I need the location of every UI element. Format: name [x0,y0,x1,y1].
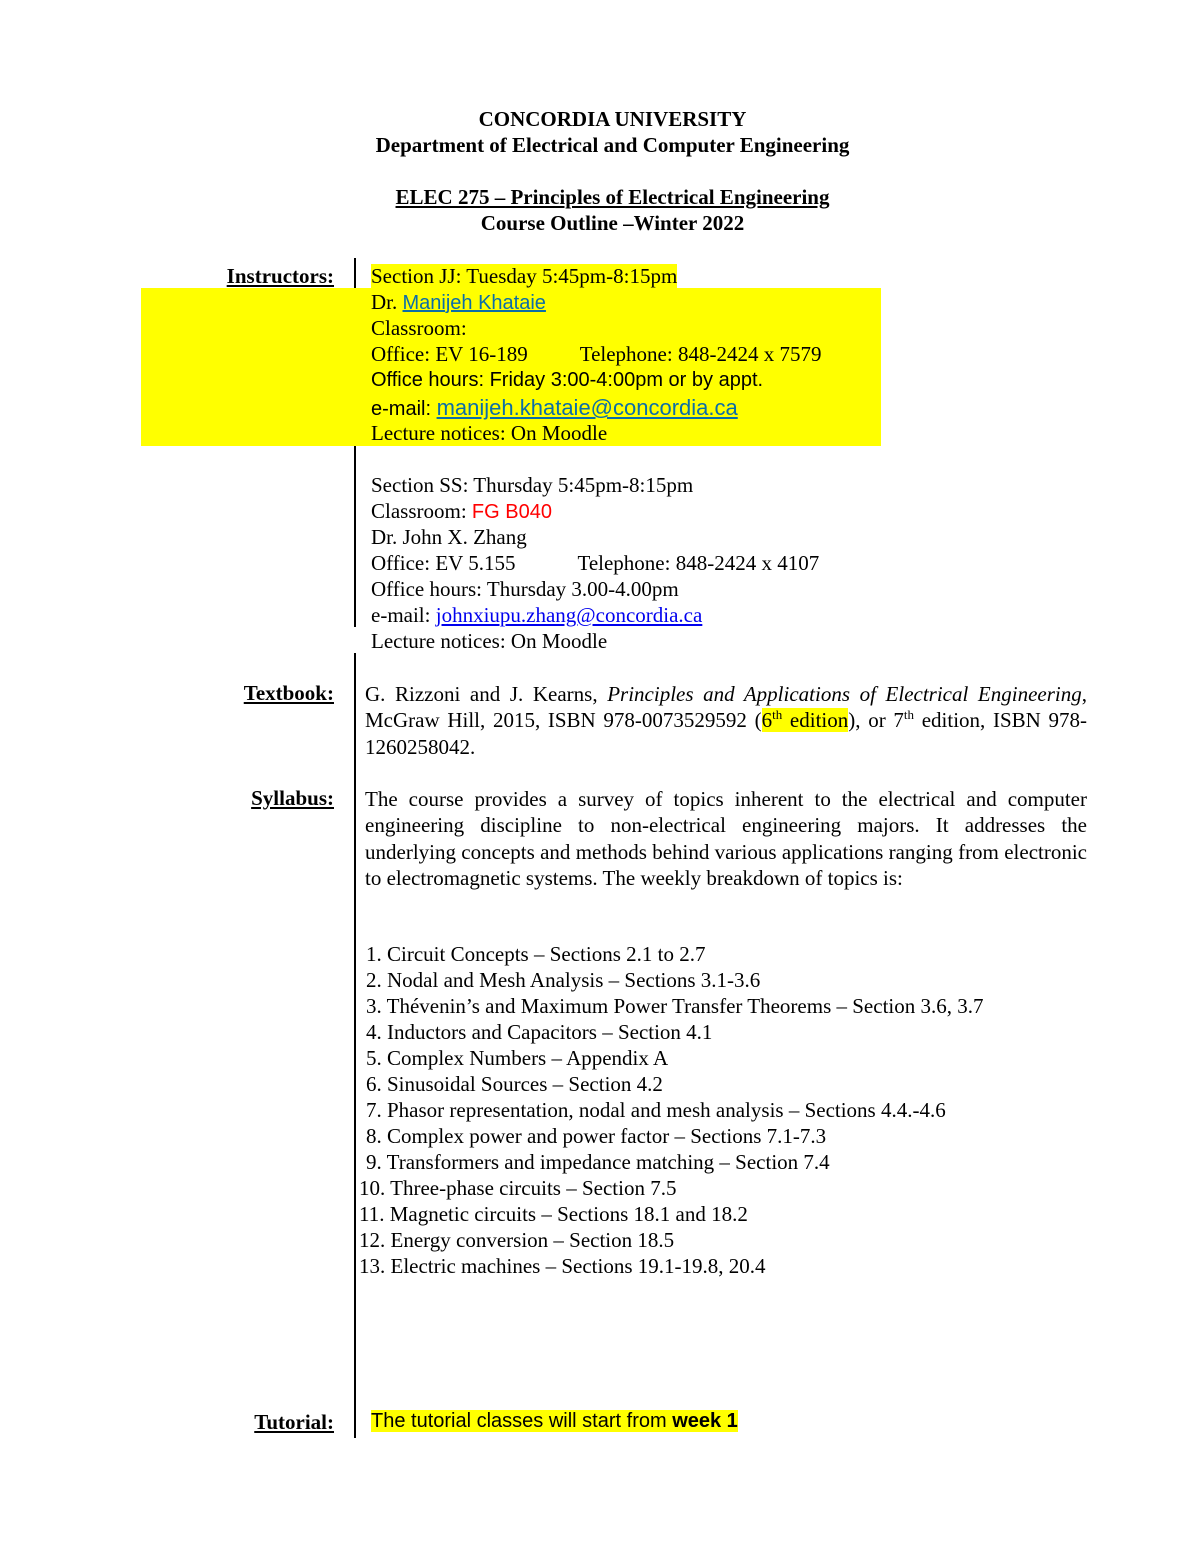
section-ss-office-line [371,551,819,576]
syllabus-topic-4: 4. Inductors and Capacitors – Section 4.1 [366,1020,713,1044]
section-ss-classroom: Classroom: FG B040 [371,499,552,523]
textbook-title: Principles and Applications of Electrical Engineering [607,682,1082,706]
section-ss-classroom-value: FG B040 [471,501,552,523]
divider-line-bottom [354,653,356,1438]
section-jj-email-line: e-mail: manijeh.khataie@concordia.ca [371,395,738,420]
syllabus-topic-8: 8. Complex power and power factor – Sections 7.1-7.3 [366,1124,827,1148]
syllabus-topic-10: 10. Three-phase circuits – Section 7.5 [359,1176,677,1200]
section-jj-office-hours: Office hours: Friday 3:00-4:00pm or by appt. [371,369,764,391]
section-ss-office-hours: Office hours: Thursday 3.00-4.00pm [371,577,679,601]
syllabus-topic-9: 9. Transformers and impedance matching – Section 7.4 [366,1150,830,1174]
textbook-label: Textbook: [243,681,334,705]
section-jj-schedule: Section JJ: Tuesday 5:45pm-8:15pm [371,264,678,288]
section-ss-instructor: Dr. John X. Zhang [371,525,527,549]
section-jj-notices: Lecture notices: On Moodle [371,421,608,445]
section-ss-notices: Lecture notices: On Moodle [371,629,608,653]
syllabus-topic-11: 11. Magnetic circuits – Sections 18.1 and 18.2 [359,1202,748,1226]
syllabus-topic-2: 2. Nodal and Mesh Analysis – Sections 3.1-3.6 [366,968,761,992]
tutorial-week: week 1 [672,1410,738,1432]
section-jj-instructor: Dr. Manijeh Khataie [371,290,546,314]
university-name: CONCORDIA UNIVERSITY [478,107,747,131]
section-jj-telephone: Telephone: 848-2424 x 7579 [579,342,822,366]
section-jj-email-link[interactable]: manijeh.khataie@concordia.ca [436,395,738,420]
section-jj-office-line [371,342,821,367]
course-outline-term: Course Outline –Winter 2022 [480,211,745,235]
syllabus-topic-3: 3. Thévenin’s and Maximum Power Transfer Theorems – Section 3.6, 3.7 [366,994,984,1018]
syllabus-topic-5: 5. Complex Numbers – Appendix A [366,1046,669,1070]
section-jj-office: Office: EV 16-189 [371,342,528,366]
section-ss-schedule: Section SS: Thursday 5:45pm-8:15pm [371,473,694,497]
syllabus-topic-6: 6. Sinusoidal Sources – Section 4.2 [366,1072,663,1096]
sixth-edition: 6th edition [761,707,849,733]
section-ss-email-line: e-mail: johnxiupu.zhang@concordia.ca [371,603,703,627]
tutorial-text: The tutorial classes will start from week 1 [371,1410,738,1432]
section-ss-email-link[interactable]: johnxiupu.zhang@concordia.ca [435,603,703,627]
instructor-name-link[interactable]: Manijeh Khataie [402,292,546,314]
course-title: ELEC 275 – Principles of Electrical Engineering [395,185,830,209]
instructors-label: Instructors: [226,264,334,288]
syllabus-label: Syllabus: [251,786,334,810]
syllabus-topic-13: 13. Electric machines – Sections 19.1-19.8, 20.4 [359,1254,766,1278]
section-jj-classroom: Classroom: [371,316,467,340]
syllabus-topic-1: 1. Circuit Concepts – Sections 2.1 to 2.7 [366,942,706,966]
department-name: Department of Electrical and Computer Engineering [375,133,850,157]
section-ss-office: Office: EV 5.155 [371,551,516,575]
syllabus-topic-7: 7. Phasor representation, nodal and mesh analysis – Sections 4.4.-4.6 [366,1098,946,1122]
textbook-citation: G. Rizzoni and J. Kearns, Principles and Applications of Electrical Engineering, McGraw Hill, 2015, ISBN 978-0073529592 (6th edition), or 7th edition, ISBN 978-1260258042. [365,682,1088,759]
section-ss-telephone: Telephone: 848-2424 x 4107 [577,551,820,575]
tutorial-label: Tutorial: [254,1410,334,1434]
syllabus-description: The course provides a survey of topics inherent to the electrical and computer engineering discipline to non-electrical engineering majors. It addresses the underlying concepts and methods behind various applications ranging from electronic to electromagnetic systems. The weekly breakdown of topics is: [365,787,1087,891]
syllabus-topic-12: 12. Energy conversion – Section 18.5 [359,1228,675,1252]
